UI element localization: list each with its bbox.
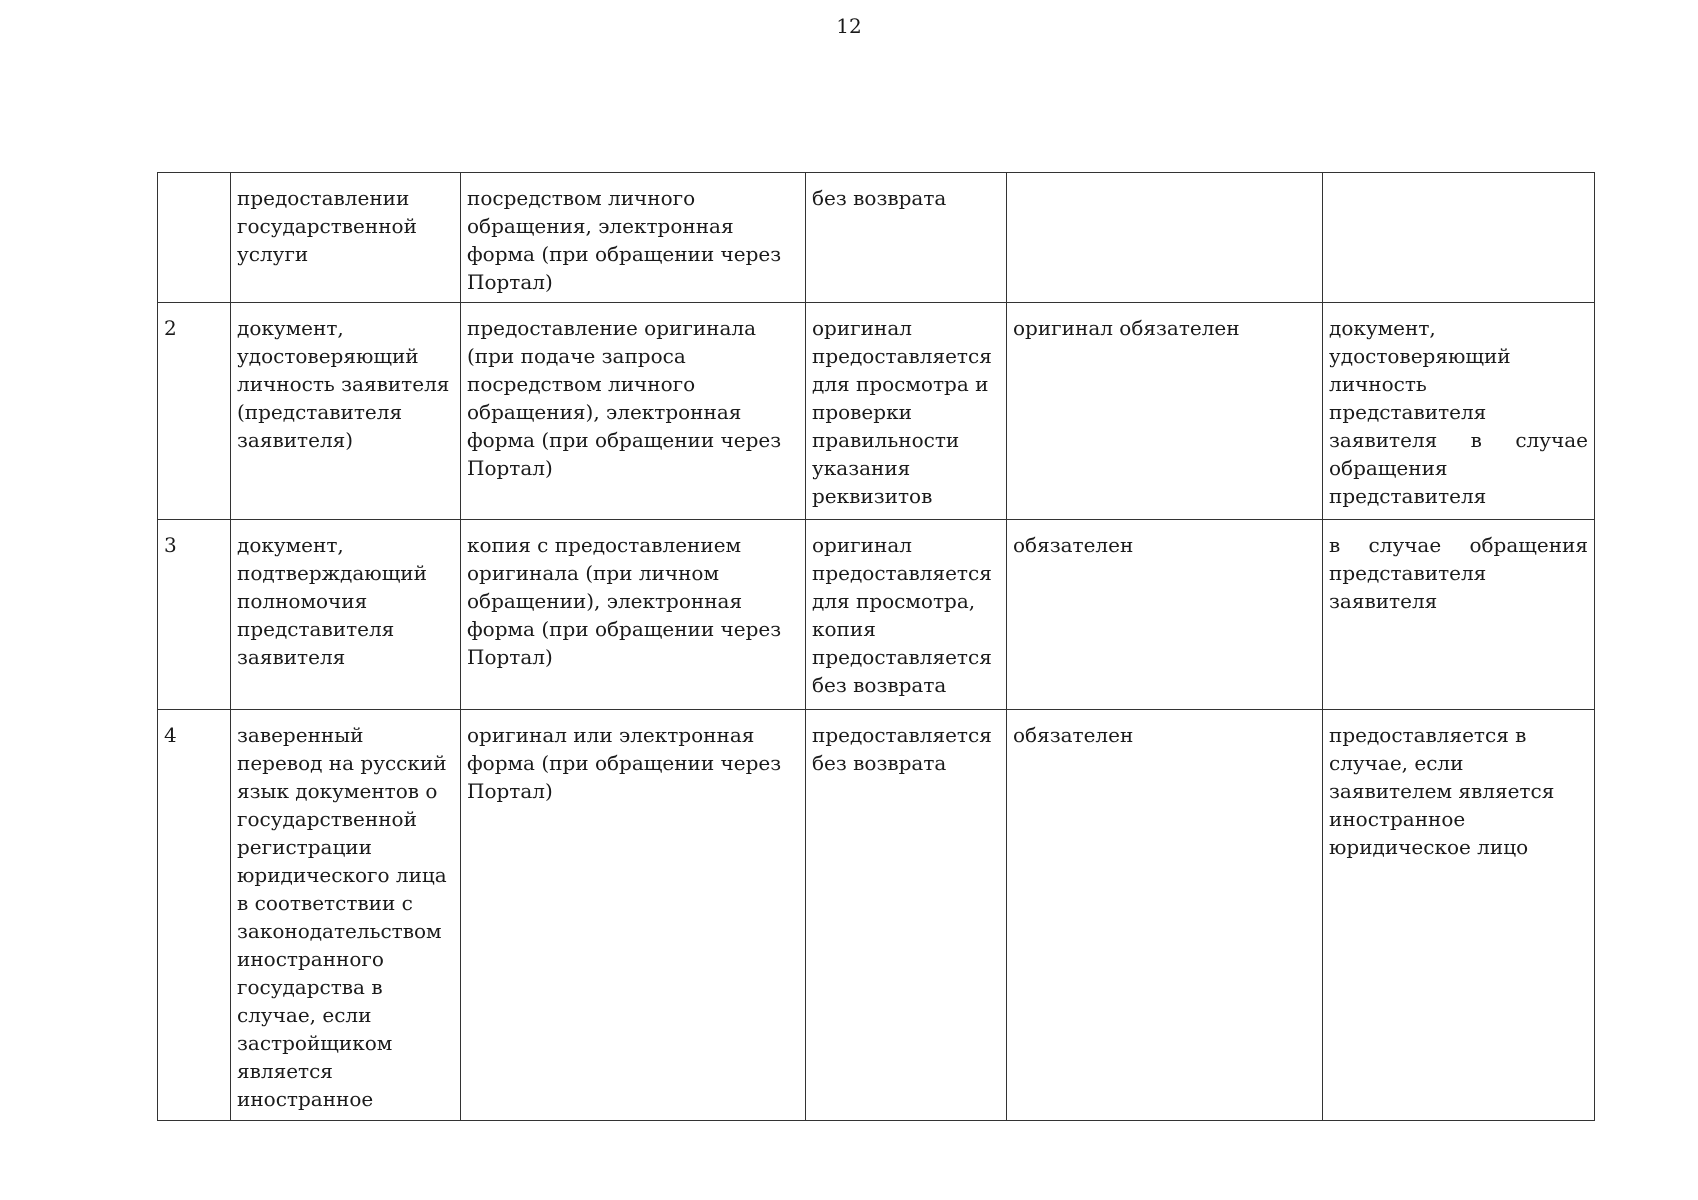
requirement-cell: [1007, 173, 1323, 303]
page-number: 12: [836, 14, 862, 38]
note-cell: в случае обращения представителя заявителя: [1323, 520, 1595, 710]
row-number-cell: 2: [158, 303, 231, 520]
table-row: [158, 303, 1595, 520]
table-row: [158, 710, 1595, 1121]
note-cell: документ, удостоверяющий личность представителя заявителя в случае обращения представителя: [1323, 303, 1595, 520]
submission-terms-cell: без возврата: [806, 173, 1007, 303]
submission-terms-cell: предоставляется без возврата: [806, 710, 1007, 1121]
submission-form-cell: оригинал или электронная форма (при обращении через Портал): [461, 710, 806, 1121]
submission-terms-cell: оригинал предоставляется для просмотра и проверки правильности указания реквизитов: [806, 303, 1007, 520]
submission-terms-cell: оригинал предоставляется для просмотра, копия предоставляется без возврата: [806, 520, 1007, 710]
requirement-cell: обязателен: [1007, 520, 1323, 710]
table-row: [158, 520, 1595, 710]
row-number-cell: 4: [158, 710, 231, 1121]
submission-form-cell: посредством личного обращения, электронная форма (при обращении через Портал): [461, 173, 806, 303]
document-name-cell: документ, удостоверяющий личность заявителя (представителя заявителя): [231, 303, 461, 520]
requirement-cell: оригинал обязателен: [1007, 303, 1323, 520]
document-name-cell: предоставлении государственной услуги: [231, 173, 461, 303]
requirement-cell: обязателен: [1007, 710, 1323, 1121]
row-number-cell: [158, 173, 231, 303]
table-row: [158, 173, 1595, 303]
note-cell: предоставляется в случае, если заявителем является иностранное юридическое лицо: [1323, 710, 1595, 1121]
note-cell: [1323, 173, 1595, 303]
row-number-cell: 3: [158, 520, 231, 710]
submission-form-cell: копия с предоставлением оригинала (при личном обращении), электронная форма (при обращении через Портал): [461, 520, 806, 710]
submission-form-cell: предоставление оригинала (при подаче запроса посредством личного обращения), электронная форма (при обращении через Портал): [461, 303, 806, 520]
document-name-cell: заверенный перевод на русский язык документов о государственной регистрации юридического лица в соответствии с законодательством иностранного государства в случае, если застройщиком является иностранное: [231, 710, 461, 1121]
documents-table: [157, 172, 1595, 1121]
document-name-cell: документ, подтверждающий полномочия представителя заявителя: [231, 520, 461, 710]
